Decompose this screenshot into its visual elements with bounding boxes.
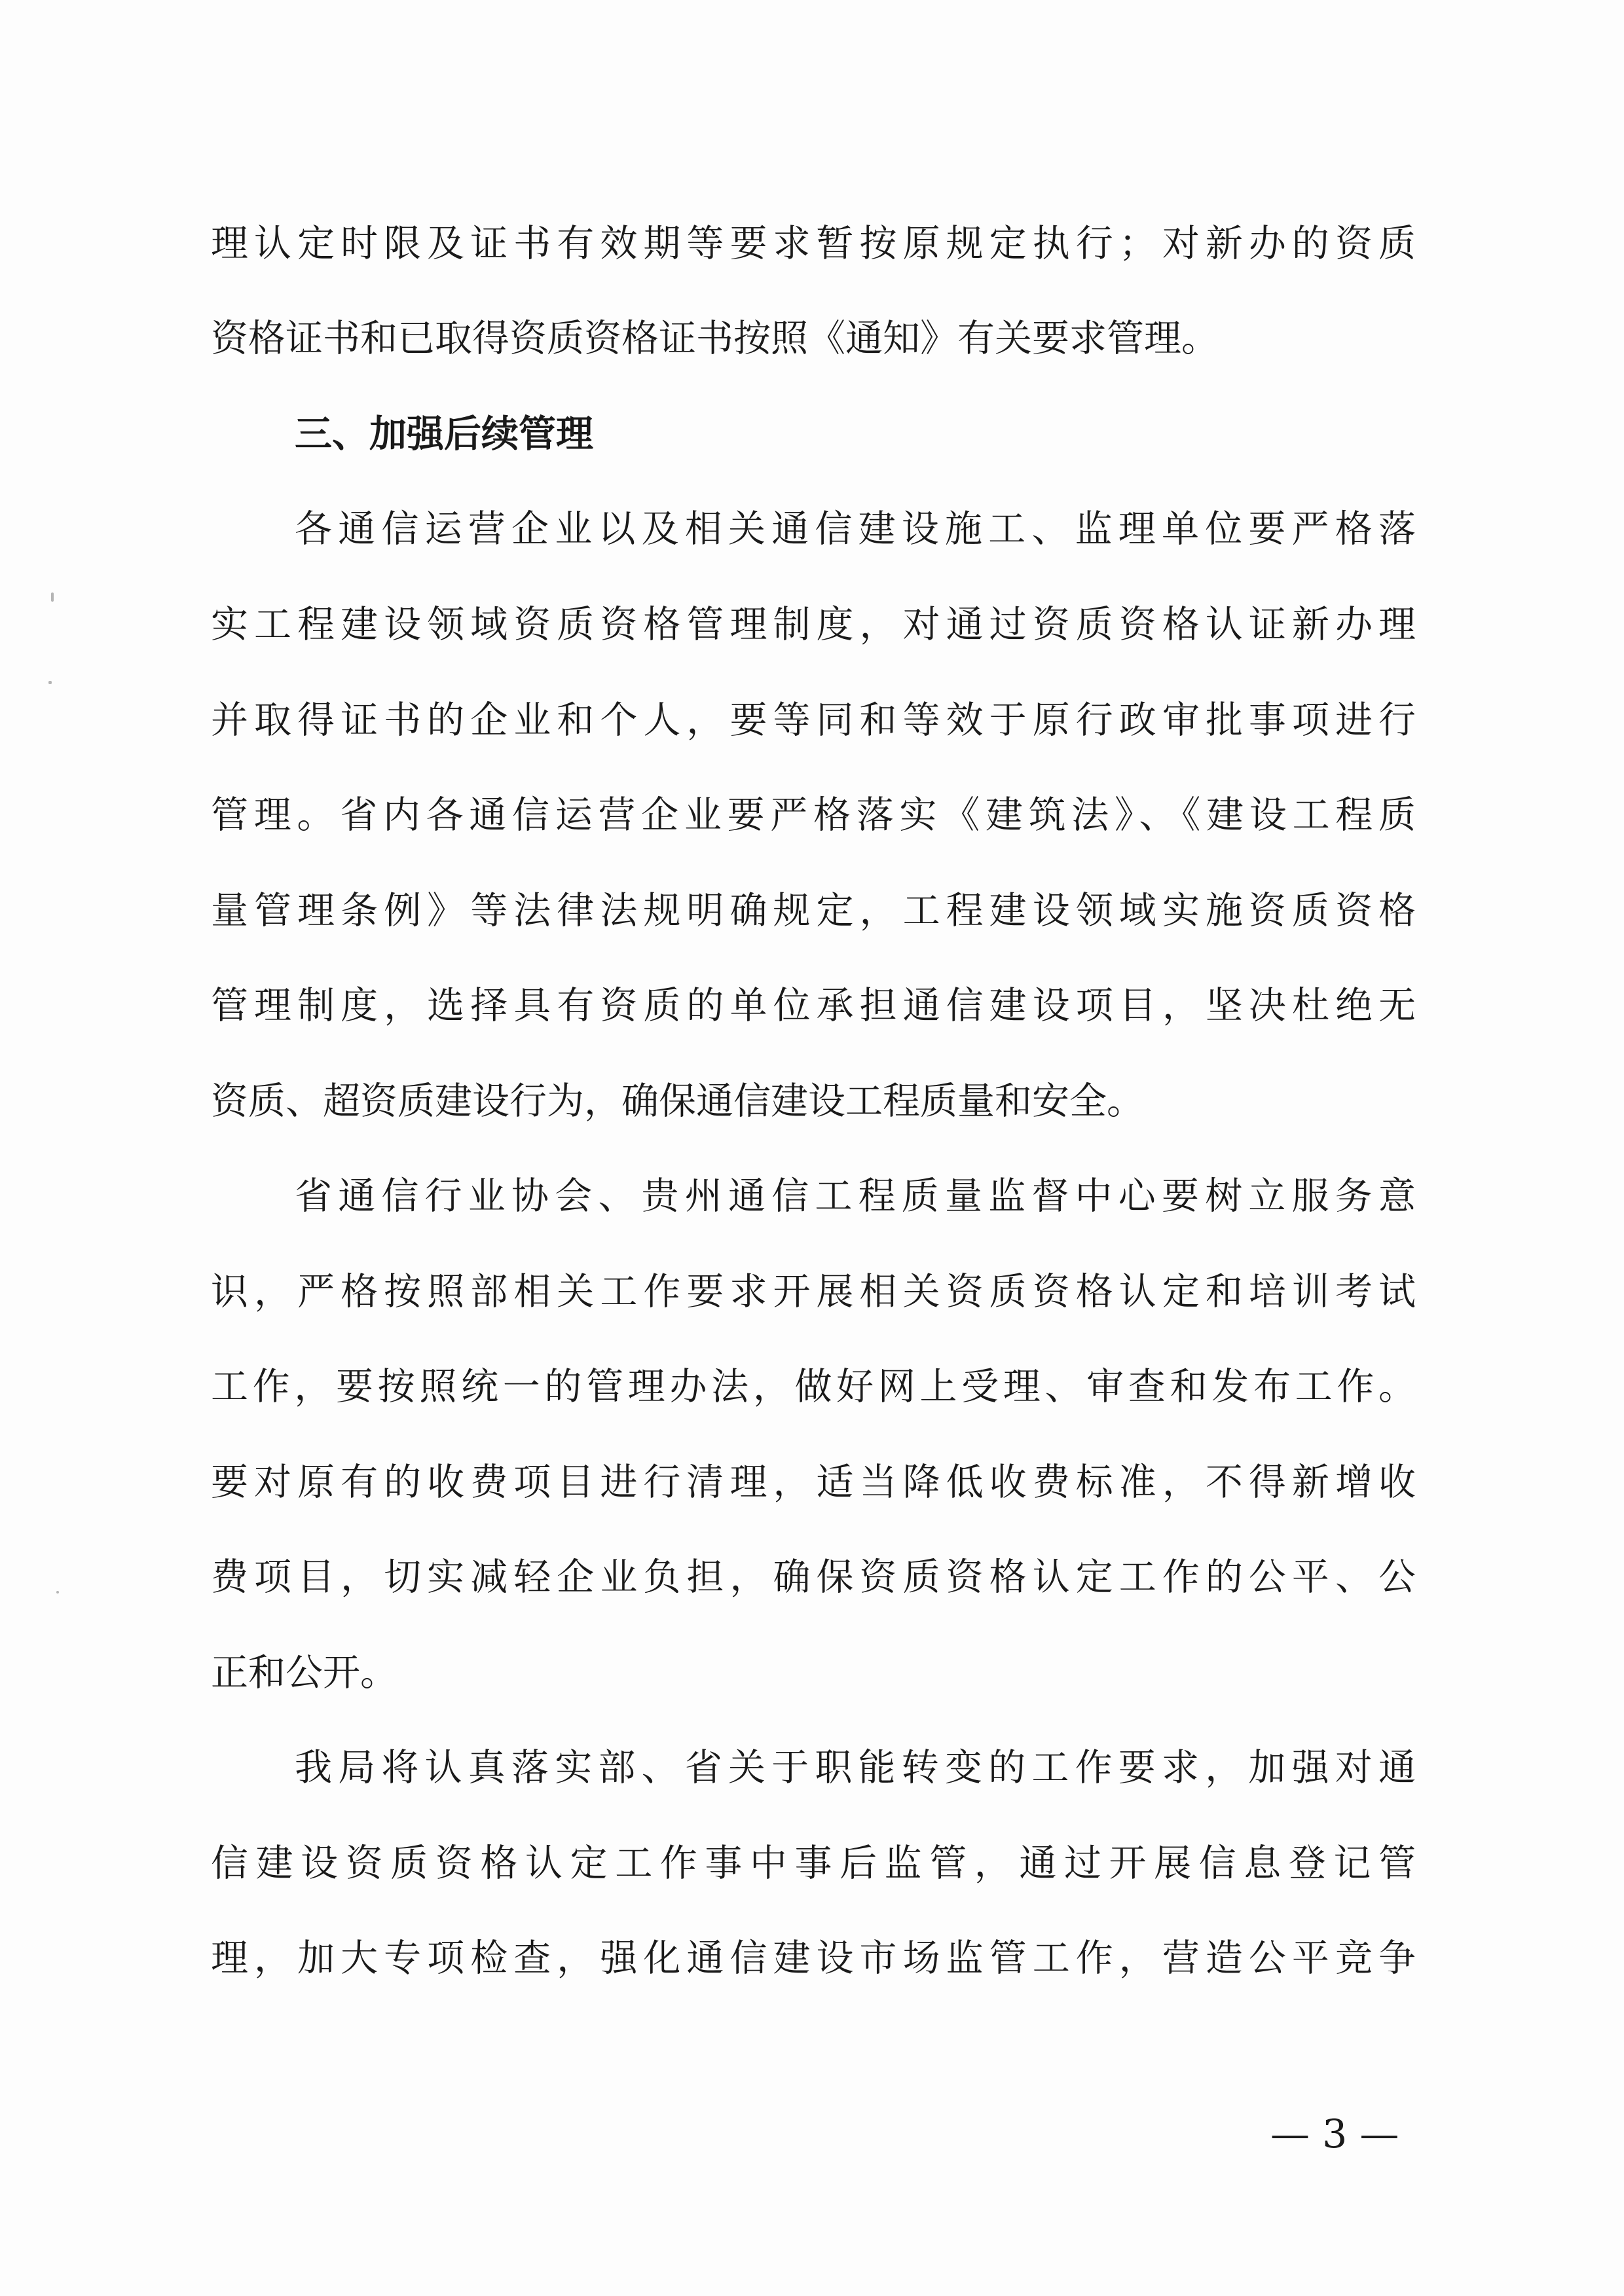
text-line: 要对原有的收费项目进行清理，适当降低收费标准，不得新增收: [211, 1461, 1416, 1504]
text-line: 管理。省内各通信运营企业要严格落实《建筑法》、《建设工程质: [211, 793, 1416, 837]
text-line: 管理制度，选择具有资质的单位承担通信建设项目，坚决杜绝无: [211, 984, 1416, 1027]
text-line: 并取得证书的企业和个人，要等同和等效于原行政审批事项进行: [211, 699, 1416, 742]
text-line: 正和公开。: [211, 1651, 397, 1694]
text-line: 资质、超资质建设行为，确保通信建设工程质量和安全。: [211, 1080, 1144, 1123]
text-line: 各通信运营企业以及相关通信建设施工、监理单位要严格落: [295, 507, 1416, 551]
scan-speck: [51, 592, 54, 602]
text-line: 我局将认真落实部、省关于职能转变的工作要求，加强对通: [295, 1746, 1416, 1789]
scan-speck: [48, 681, 52, 684]
text-line: 省通信行业协会、贵州通信工程质量监督中心要树立服务意: [295, 1175, 1416, 1218]
text-line: 工作，要按照统一的管理办法，做好网上受理、审查和发布工作。: [211, 1365, 1416, 1408]
text-line: 理，加大专项检查，强化通信建设市场监管工作，营造公平竞争: [211, 1937, 1416, 1980]
text-line: 资格证书和已取得资质资格证书按照《通知》有关要求管理。: [211, 317, 1219, 360]
text-line: 费项目，切实减轻企业负担，确保资质资格认定工作的公平、公: [211, 1556, 1416, 1599]
text-line: 信建设资质资格认定工作事中事后监管，通过开展信息登记管: [211, 1842, 1416, 1885]
section-heading: 三、加强后续管理: [295, 412, 593, 456]
text-line: 实工程建设领域资质资格管理制度，对通过资质资格认证新办理: [211, 603, 1416, 646]
text-line: 理认定时限及证书有效期等要求暂按原规定执行；对新办的资质: [211, 222, 1416, 265]
text-line: 量管理条例》等法律法规明确规定，工程建设领域实施资质资格: [211, 889, 1416, 932]
scan-speck: [56, 1591, 59, 1594]
text-line: 识，严格按照部相关工作要求开展相关资质资格认定和培训考试: [211, 1270, 1416, 1313]
page-number: — 3 —: [1270, 2111, 1399, 2157]
